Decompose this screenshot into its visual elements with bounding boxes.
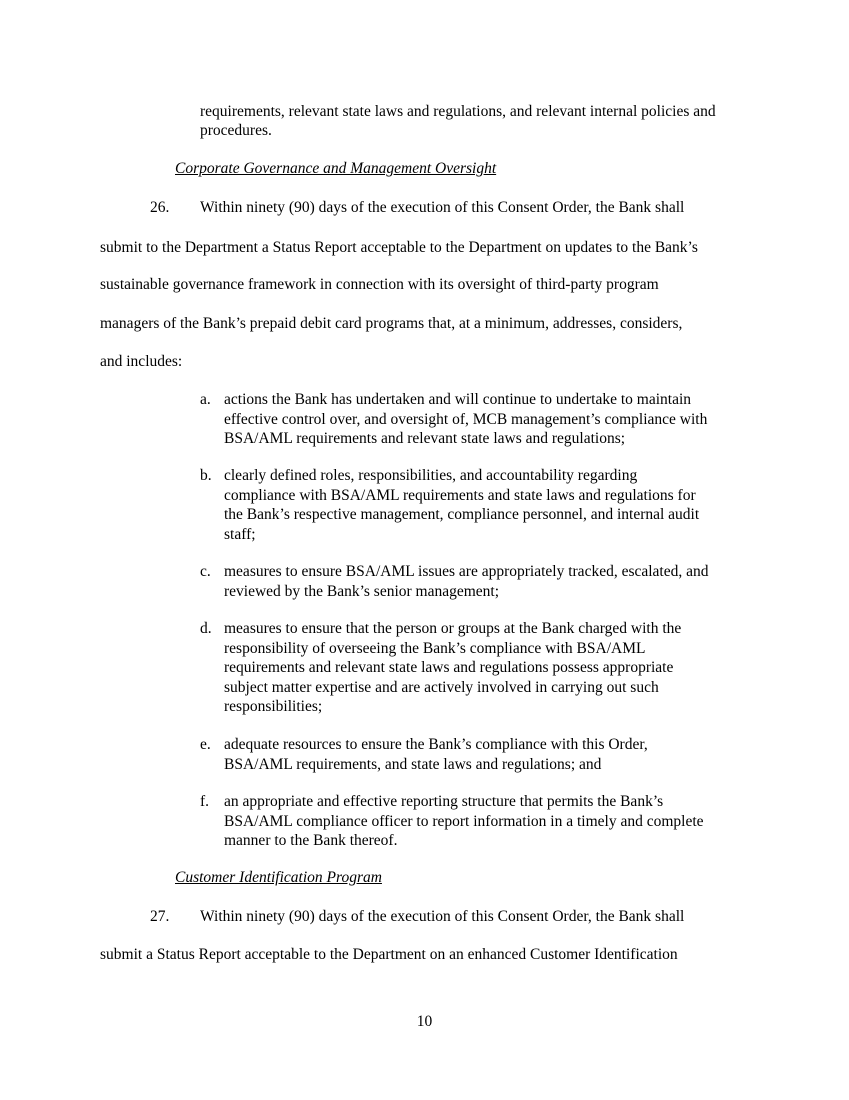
list-item-letter: a.: [200, 391, 211, 408]
list-item-text: [224, 390, 764, 449]
list-item-letter: f.: [200, 793, 210, 810]
list-item-line: an appropriate and effective reporting structure that permits the Bank’s: [224, 793, 664, 810]
paragraph-26-line-1: Within ninety (90) days of the execution of this Consent Order, the Bank shall: [200, 199, 685, 216]
list-item-line: effective control over, and oversight of, MCB management’s compliance with: [224, 410, 708, 428]
paragraph-27-line-2: submit a Status Report acceptable to the Department on an enhanced Customer Identification: [100, 946, 678, 963]
paragraph-number-26: 26.: [150, 199, 170, 216]
paragraph-26-line-2: submit to the Department a Status Report acceptable to the Department on updates to the Bank’s: [100, 239, 698, 256]
list-item-text: [224, 619, 764, 717]
list-item-letter: c.: [200, 563, 211, 580]
paragraph-number-27: 27.: [150, 908, 170, 925]
list-item-line: measures to ensure BSA/AML issues are appropriately tracked, escalated, and: [224, 563, 709, 580]
list-item-line: responsibilities;: [224, 698, 323, 715]
list-item-line: BSA/AML requirements, and state laws and regulations; and: [224, 755, 602, 773]
list-item-line: measures to ensure that the person or groups at the Bank charged with the: [224, 620, 682, 637]
section-heading-customer-identification: Customer Identification Program: [175, 869, 382, 886]
paragraph-26-line-5: and includes:: [100, 353, 183, 370]
list-item-line: manner to the Bank thereof.: [224, 832, 398, 849]
list-item-text: [224, 735, 764, 774]
list-item-letter: d.: [200, 620, 212, 637]
list-item-line: BSA/AML compliance officer to report information in a timely and complete: [224, 812, 704, 830]
list-item-text: [224, 792, 764, 851]
paragraph-26-line-3: sustainable governance framework in connection with its oversight of third-party program: [100, 276, 659, 293]
list-item-line: the Bank’s respective management, compliance personnel, and internal audit: [224, 506, 700, 523]
list-item-line: clearly defined roles, responsibilities, and accountability regarding: [224, 467, 638, 484]
list-item-line: subject matter expertise and are actively involved in carrying out such: [224, 678, 659, 696]
list-item-line: responsibility of overseeing the Bank’s compliance with BSA/AML: [224, 639, 646, 657]
list-item-line: adequate resources to ensure the Bank’s compliance with this Order,: [224, 736, 648, 753]
intro-line-2: procedures.: [200, 122, 272, 139]
list-item-line: reviewed by the Bank’s senior management;: [224, 582, 500, 600]
list-item-line: requirements and relevant state laws and regulations possess appropriate: [224, 659, 674, 676]
list-item-letter: e.: [200, 736, 211, 753]
page-number: 10: [416, 1013, 433, 1030]
list-item-letter: b.: [200, 467, 212, 484]
list-item-line: actions the Bank has undertaken and will continue to undertake to maintain: [224, 391, 692, 408]
paragraph-26-line-4: managers of the Bank’s prepaid debit card programs that, at a minimum, addresses, considers,: [100, 315, 683, 332]
list-item-text: [224, 466, 764, 544]
list-item-line: BSA/AML requirements and relevant state laws and regulations;: [224, 430, 626, 447]
section-heading-governance: Corporate Governance and Management Oversight: [175, 160, 497, 177]
list-item-text: [224, 562, 764, 601]
paragraph-27-line-1: Within ninety (90) days of the execution of this Consent Order, the Bank shall: [200, 908, 685, 925]
list-item-line: compliance with BSA/AML requirements and state laws and regulations for: [224, 486, 696, 504]
intro-line-1: requirements, relevant state laws and regulations, and relevant internal policies and: [200, 103, 716, 120]
list-item-line: staff;: [224, 525, 256, 543]
